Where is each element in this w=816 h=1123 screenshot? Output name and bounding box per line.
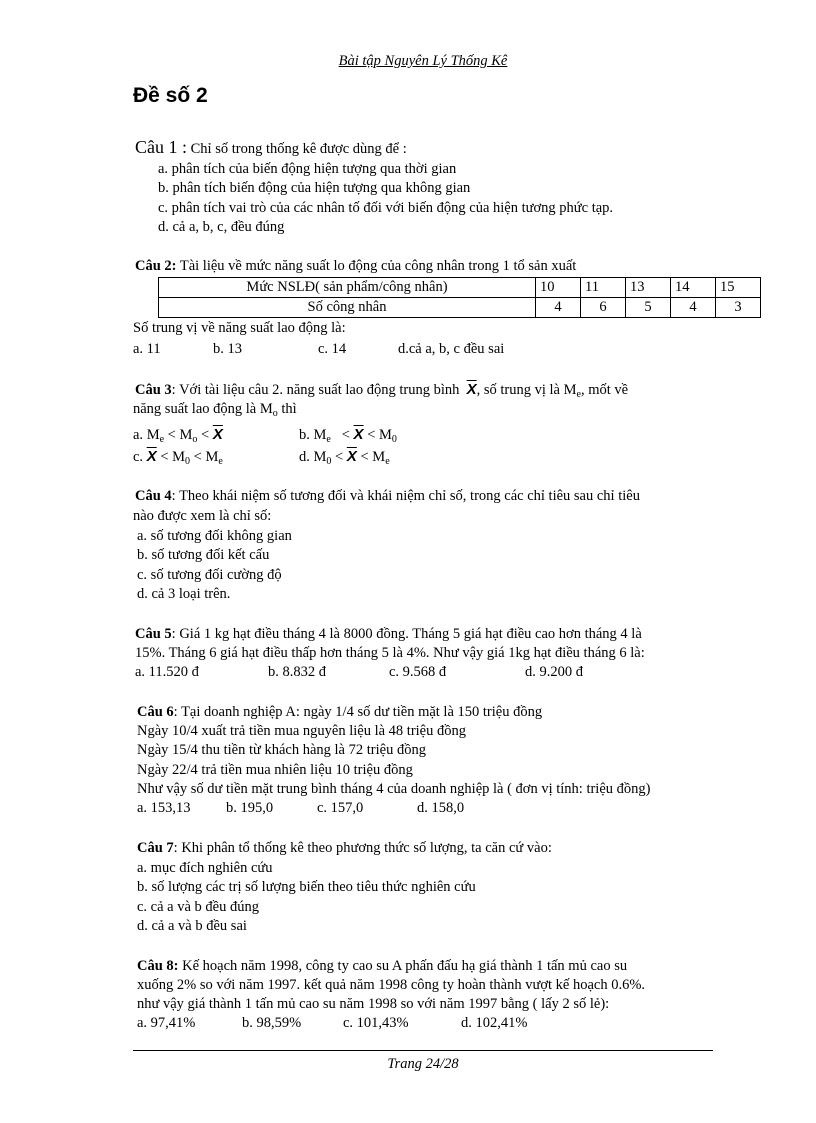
question-7-option: a. mục đích nghiên cứu <box>137 860 273 876</box>
question-8-option: b. 98,59% <box>242 1015 302 1031</box>
question-4-option: c. số tương đối cường độ <box>137 567 282 583</box>
question-6-label: Câu 6 <box>137 704 174 720</box>
xbar-symbol: $\overline{X}$ <box>466 381 477 398</box>
question-2-option: b. 13 <box>213 341 242 357</box>
question-1-option: b. phân tích biến động của hiện tượng qua không gian <box>158 180 471 196</box>
table-cell: 5 <box>626 298 671 318</box>
question-6-line: Ngày 22/4 trả tiền mua nhiên liệu 10 triệu đồng <box>137 762 413 778</box>
question-4-text: : Theo khái niệm số tương đối và khái niệm chỉ số, trong các chỉ tiêu sau chỉ tiêu <box>171 488 640 504</box>
question-4 <box>135 488 640 505</box>
question-3-option-d: d. $M_0 < \overline{X} < M_e$ <box>299 448 390 467</box>
question-8-option: d. 102,41% <box>461 1015 528 1031</box>
question-1-option: c. phân tích vai trò của các nhân tố đối với biến động của hiện tương phức tạp. <box>158 200 614 216</box>
table-cell: 4 <box>671 298 716 318</box>
question-5-option: d. 9.200 đ <box>525 664 583 680</box>
question-3-text: , số trung vị là M <box>476 382 577 398</box>
question-6 <box>137 704 542 721</box>
question-6-line: Ngày 15/4 thu tiền từ khách hàng là 72 triệu đồng <box>137 742 426 758</box>
question-7-label: Câu 7 <box>137 840 174 856</box>
question-8-option: a. 97,41% <box>137 1015 196 1031</box>
question-7-option: b. số lượng các trị số lượng biến theo tiêu thức nghiên cứu <box>137 879 476 895</box>
question-4-option: d. cả 3 loại trên. <box>137 586 231 602</box>
question-3-text: năng suất lao động là M <box>133 401 273 417</box>
question-4-text2: nào được xem là chỉ số: <box>133 508 272 524</box>
question-3-line2 <box>133 401 297 418</box>
subscript: e <box>576 389 581 400</box>
question-7-option: d. cả a và b đều sai <box>137 918 247 934</box>
question-3-text: thì <box>277 401 297 417</box>
question-6-line: Ngày 10/4 xuất trả tiền mua nguyên liệu là 48 triệu đồng <box>137 723 466 739</box>
question-3-text: : Với tài liệu câu 2. năng suất lao động trung bình <box>171 382 460 398</box>
question-8-line: xuống 2% so với năm 1997. kết quả năm 1998 công ty hoàn thành vượt kế hoạch 0.6%. <box>137 977 646 993</box>
xbar-symbol: $\overline{X}$ <box>346 448 357 465</box>
question-2-option: d.cả a, b, c đều sai <box>398 341 505 357</box>
subscript: o <box>272 408 278 419</box>
question-5 <box>135 626 642 643</box>
question-5-text: : Giá 1 kg hạt điều tháng 4 là 8000 đồng. Tháng 5 giá hạt điều cao hơn tháng 4 là <box>171 626 642 642</box>
question-1-text: Chỉ số trong thống kê được dùng để : <box>187 141 407 157</box>
table-cell: 4 <box>536 298 581 318</box>
question-6-option: b. 195,0 <box>226 800 274 816</box>
table-cell: 10 <box>536 278 581 298</box>
question-3-option-c: c. $\overline{X} < M_0 < M_e$ <box>133 448 223 467</box>
table-cell: 11 <box>581 278 626 298</box>
question-8-text: Kế hoạch năm 1998, công ty cao su A phấn đấu hạ giá thành 1 tấn mủ cao su <box>178 958 628 974</box>
question-8 <box>137 958 627 975</box>
question-5-option: c. 9.568 đ <box>389 664 447 680</box>
question-5-text2: 15%. Tháng 6 giá hạt điều thấp hơn tháng 5 là 4%. Như vậy giá 1kg hạt điều tháng 6 là: <box>135 645 645 661</box>
page-header: Bài tập Nguyên Lý Thống Kê <box>338 53 508 69</box>
xbar-symbol: $\overline{X}$ <box>212 426 223 443</box>
question-6-option: c. 157,0 <box>317 800 364 816</box>
question-2 <box>135 258 576 275</box>
xbar-symbol: $\overline{X}$ <box>353 426 364 443</box>
question-5-option: a. 11.520 đ <box>135 664 199 680</box>
question-6-option: a. 153,13 <box>137 800 191 816</box>
table-cell: Số công nhân <box>159 298 536 318</box>
question-4-label: Câu 4 <box>135 488 172 504</box>
question-5-option: b. 8.832 đ <box>268 664 326 680</box>
question-4-option: b. số tương đối kết cấu <box>137 547 270 563</box>
table-cell: 13 <box>626 278 671 298</box>
question-7 <box>137 840 552 857</box>
question-8-label: Câu 8: <box>137 958 179 974</box>
footer-divider <box>133 1050 713 1051</box>
table-cell: 3 <box>716 298 761 318</box>
question-1 <box>135 137 407 158</box>
question-4-option: a. số tương đối không gian <box>137 528 292 544</box>
table-cell: 6 <box>581 298 626 318</box>
productivity-table <box>158 277 761 318</box>
table-cell: 14 <box>671 278 716 298</box>
question-2-text: Tài liệu về mức năng suất lo động của công nhân trong 1 tổ sản xuất <box>176 258 577 274</box>
question-8-line: như vậy giá thành 1 tấn mủ cao su năm 1998 so với năm 1997 bằng ( lấy 2 số lẻ): <box>137 996 610 1012</box>
question-6-option: d. 158,0 <box>417 800 465 816</box>
question-2-option: a. 11 <box>133 341 161 357</box>
question-1-label: Câu 1 : <box>135 137 187 157</box>
question-3-option-b: b. $M_e < \overline{X} < M_0$ <box>299 426 397 445</box>
question-6-text: : Tại doanh nghiệp A: ngày 1/4 số dư tiền mặt là 150 triệu đồng <box>173 704 543 720</box>
question-3-text: , mốt về <box>580 382 629 398</box>
page-footer: Trang 24/28 <box>387 1056 459 1072</box>
question-3-option-a: a. $M_e < M_o < \overline{X}$ <box>133 426 223 445</box>
question-2-label: Câu 2: <box>135 258 177 274</box>
question-7-option: c. cả a và b đều đúng <box>137 899 259 915</box>
table-row <box>159 278 761 298</box>
table-row <box>159 298 761 318</box>
question-1-option: d. cả a, b, c, đều đúng <box>158 219 285 235</box>
page-title: Đề số 2 <box>133 84 208 107</box>
question-5-label: Câu 5 <box>135 626 172 642</box>
question-7-text: : Khi phân tổ thống kê theo phương thức số lượng, ta căn cứ vào: <box>173 840 552 856</box>
question-2-prompt: Số trung vị về năng suất lao động là: <box>133 320 346 336</box>
question-1-option: a. phân tích của biến động hiện tượng qua thời gian <box>158 161 457 177</box>
question-3-label: Câu 3 <box>135 382 172 398</box>
table-cell: 15 <box>716 278 761 298</box>
table-cell: Mức NSLĐ( sản phẩm/công nhân) <box>159 278 536 298</box>
xbar-symbol: $\overline{X}$ <box>146 448 157 465</box>
question-3 <box>135 381 628 399</box>
question-6-line: Như vậy số dư tiền mặt trung bình tháng 4 của doanh nghiệp là ( đơn vị tính: triệu đồng) <box>137 781 651 797</box>
question-8-option: c. 101,43% <box>343 1015 409 1031</box>
question-2-option: c. 14 <box>318 341 347 357</box>
